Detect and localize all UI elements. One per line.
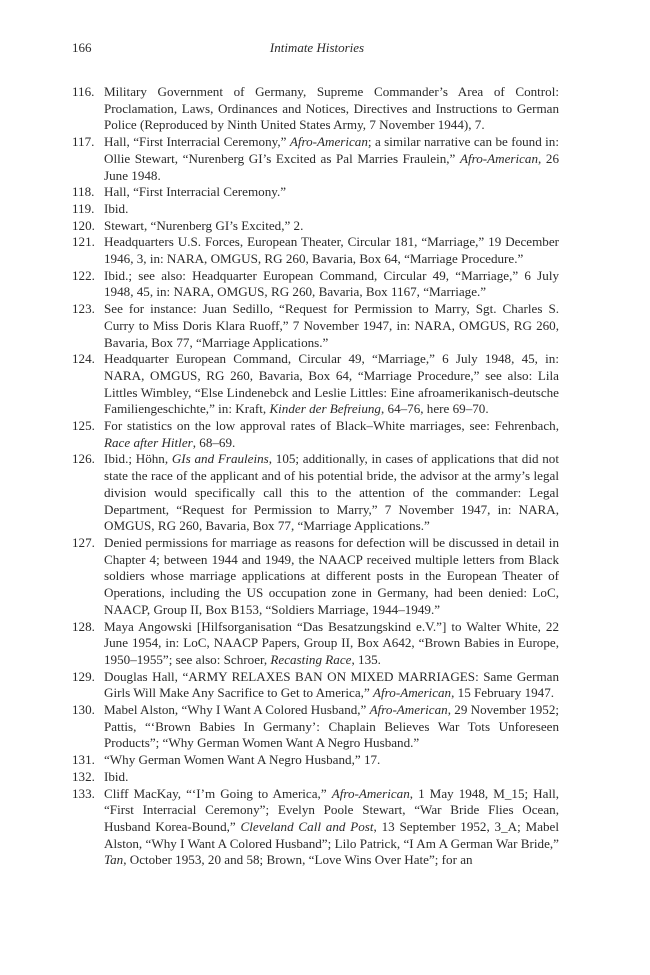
- endnote: [72, 134, 559, 184]
- endnotes-list: [72, 84, 559, 869]
- endnote-number: 124.: [72, 351, 95, 367]
- endnote-text: Ibid.; Höhn, GIs and Frauleins, 105; additionally, in cases of applications that did not state the race of the applicant and of his potential bride, the advisor at the army’s legal division would specifically call this to the attention of the commander: Legal Department, “Request for Permission to Marry,” 7 November 1947, in: NARA, OMGUS, RG 260, Bavaria, Box 77, “Marriage Applications.”: [104, 451, 559, 534]
- running-head: Intimate Histories: [269, 40, 365, 55]
- endnote: [72, 451, 559, 535]
- endnote: [72, 769, 559, 786]
- endnote-number: 130.: [72, 702, 95, 718]
- endnote-number: 116.: [72, 84, 95, 99]
- endnote-text: See for instance: Juan Sedillo, “Request for Permission to Marry, Sgt. Charles S. Curry to Miss Doris Klara Ruoff,” 7 November 1947, in: NARA, OMGUS, RG 260, Bavaria, Box 77, “Marriage Applications.”: [104, 301, 559, 350]
- endnote-number: 128.: [72, 618, 95, 634]
- endnote-number: 122.: [72, 267, 95, 283]
- endnote: [72, 619, 559, 669]
- endnote: [72, 268, 559, 301]
- endnote-text: Stewart, “Nurenberg GI’s Excited,” 2.: [104, 217, 304, 233]
- endnote-text: Ibid.: [104, 768, 129, 784]
- endnote-text: Hall, “First Interracial Ceremony,” Afro-American; a similar narrative can be found in: Ollie Stewart, “Nurenberg GI’s Excited as Pal Marries Fraulein,” Afro-American, 26 June 1948.: [104, 134, 559, 183]
- endnote-text: Hall, “First Interracial Ceremony.”: [104, 184, 287, 200]
- endnote-text: Maya Angowski [Hilfsorganisation “Das Besatzungskind e.V.”] to Walter White, 22 June 1954, in: LoC, NAACP Papers, Group II, Box A642, “Brown Babies in Europe, 1950–1955”; see also: Schroer, Recasting Race, 135.: [104, 618, 559, 667]
- endnote-number: 119.: [72, 200, 95, 216]
- endnote: [72, 234, 559, 267]
- endnote-number: 123.: [72, 301, 95, 317]
- endnote: [72, 84, 559, 134]
- endnote-text: For statistics on the low approval rates of Black–White marriages, see: Fehrenbach, Race after Hitler, 68–69.: [104, 418, 559, 450]
- endnote-text: Military Government of Germany, Supreme Commander’s Area of Control: Proclamation, Laws, Ordinances and Notices, Directives and Instructions to German Police (Reproduced by Ninth United States Army, 7 November 1944), 7.: [104, 84, 559, 133]
- endnote-number: 133.: [72, 785, 95, 801]
- endnote-number: 118.: [72, 184, 95, 200]
- endnote-text: Ibid.; see also: Headquarter European Command, Circular 49, “Marriage,” 6 July 1948, 45, in: NARA, OMGUS, RG 260, Bavaria, Box 1167, “Marriage.”: [104, 267, 559, 300]
- endnote-number: 120.: [72, 217, 95, 233]
- endnote: [72, 351, 559, 418]
- endnote-number: 125.: [72, 418, 95, 434]
- endnote-number: 127.: [72, 534, 95, 550]
- endnote-text: Douglas Hall, “ARMY RELAXES BAN ON MIXED MARRIAGES: Same German Girls Will Make Any Sacrifice to Get to America,” Afro-American, 15 February 1947.: [104, 668, 559, 701]
- endnote-text: Ibid.: [104, 200, 129, 216]
- page-number: 166: [72, 40, 92, 55]
- endnote-text: Headquarter European Command, Circular 49, “Marriage,” 6 July 1948, 45, in: NARA, OMGUS, RG 260, Bavaria, Box 64, “Marriage Procedure,” see also: Lila Littles Wimbley, “Else Lindenebck and Leslie Littles: Eine afroamerikanisch-deutsche Familiengeschichte,” in: Kraft, Kinder der Befreiung, 64–76, here 69–70.: [104, 351, 559, 417]
- endnote: [72, 201, 559, 218]
- endnote-text: Denied permissions for marriage as reasons for defection will be discussed in detail in Chapter 4; between 1944 and 1949, the NAACP received multiple letters from Black soldiers whose marriage applications at different posts in the European Theater of Operations, including the US occupation zone in Germany, had been denied: LoC, NAACP, Group II, Box B153, “Soldiers Marriage, 1944–1949.”: [104, 534, 559, 617]
- endnote-number: 132.: [72, 768, 95, 784]
- endnote-text: Cliff MacKay, “‘I’m Going to America,” Afro-American, 1 May 1948, M_15; Hall, “First Interracial Ceremony”; Evelyn Poole Stewart, “War Bride Flies Ocean, Husband Korea-Bound,” Cleveland Call and Post, 13 September 1952, 3_A; Mabel Alston, “Why I Want A Colored Husband”; Lilo Patrick, “I Am A German War Bride,” Tan, October 1953, 20 and 58; Brown, “Love Wins Over Hate”; for an: [104, 785, 560, 868]
- endnote: [72, 669, 559, 702]
- endnote-text: “Why German Women Want A Negro Husband,” 17.: [104, 752, 381, 768]
- endnote-text: Headquarters U.S. Forces, European Theater, Circular 181, “Marriage,” 19 December 1946, 3, in: NARA, OMGUS, RG 260, Bavaria, Box 64, “Marriage Procedure.”: [104, 234, 559, 267]
- endnote-number: 126.: [72, 451, 95, 467]
- endnote: [72, 418, 559, 451]
- endnote: [72, 786, 559, 870]
- endnote: [72, 184, 559, 201]
- endnote-number: 121.: [72, 234, 95, 250]
- endnote: [72, 218, 559, 235]
- endnote: [72, 702, 559, 752]
- endnote: [72, 752, 559, 769]
- page-header: [72, 40, 562, 60]
- endnote-text: Mabel Alston, “Why I Want A Colored Husband,” Afro-American, 29 November 1952; Pattis, “‘Brown Babies In Germany’: Chaplain Believes War Tots Unforeseen Products”; “Why German Women Want A Negro Husband.”: [104, 702, 560, 751]
- endnote-number: 129.: [72, 668, 95, 684]
- endnote: [72, 301, 559, 351]
- endnote-number: 117.: [72, 134, 95, 150]
- endnote: [72, 535, 559, 619]
- endnote-number: 131.: [72, 752, 95, 768]
